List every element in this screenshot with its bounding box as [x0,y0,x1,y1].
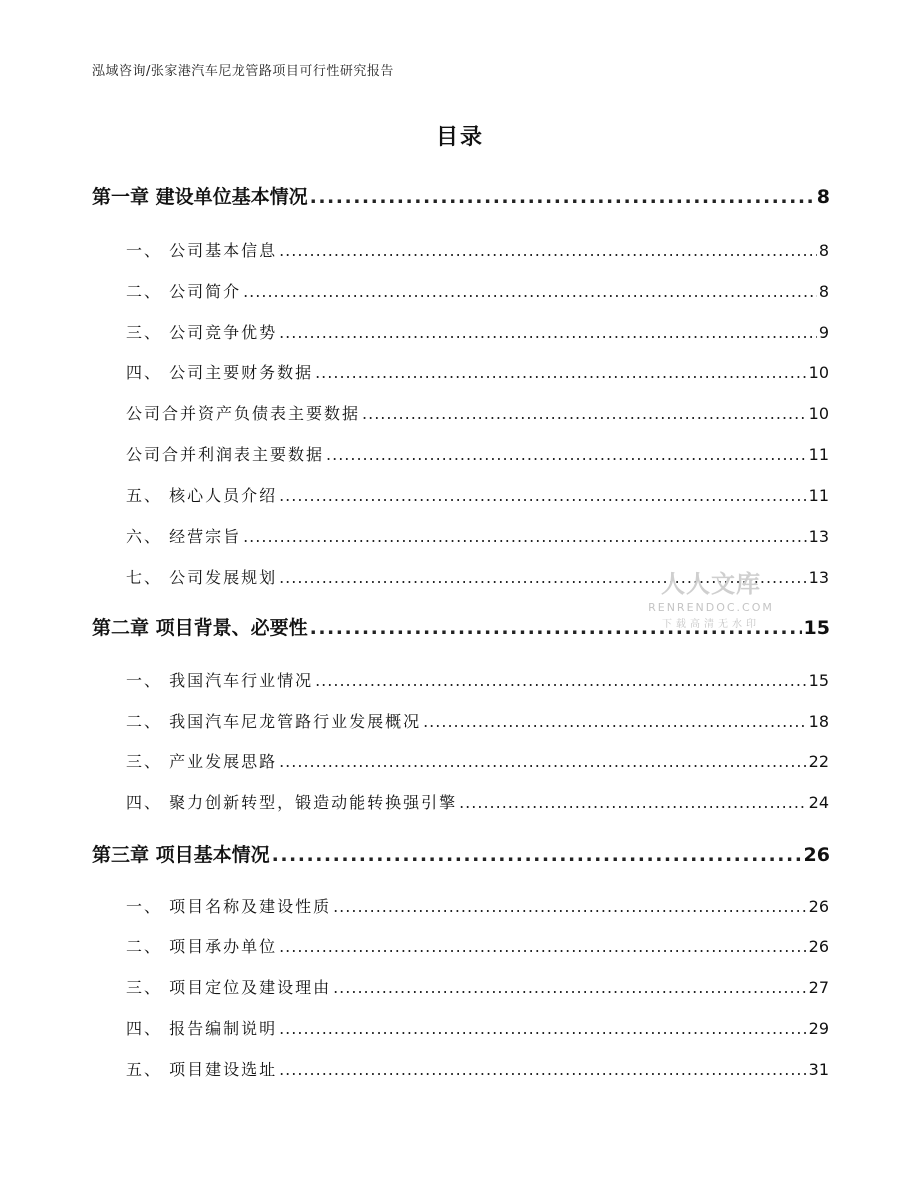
toc-page-number: 22 [808,752,829,771]
toc-chapter-3[interactable] [92,840,830,867]
toc-item-label: 六、 经营宗旨 [126,527,242,546]
toc-item-label: 四、 聚力创新转型，锻造动能转换强引擎 [126,793,458,812]
toc-leader-dots [315,363,807,382]
toc-item-label: 公司合并利润表主要数据 [126,445,325,464]
toc-leader-dots [243,527,807,546]
toc-page-number: 8 [818,241,829,260]
toc-leader-dots [279,937,807,956]
toc-item-label: 一、 公司基本信息 [126,241,278,260]
toc-page-number: 24 [808,793,829,812]
toc-chapter-label: 第一章 建设单位基本情况 [92,186,308,208]
toc-item[interactable] [126,934,829,957]
toc-leader-dots [326,445,807,464]
toc-leader-dots [315,671,807,690]
toc-item[interactable] [126,360,829,383]
toc-leader-dots [279,241,817,260]
toc-item-label: 五、 项目建设选址 [126,1060,278,1079]
toc-page-number: 8 [816,186,830,208]
toc-title: 目录 [435,125,484,150]
toc-leader-dots [279,1060,807,1079]
toc-item[interactable] [126,975,829,998]
watermark-subtitle: 下载高清无水印 [662,619,760,630]
toc-item-label: 三、 产业发展思路 [126,752,278,771]
watermark-logo-text: 人人文库 [661,570,761,598]
toc-item[interactable] [126,1016,829,1039]
toc-page-number: 8 [818,282,829,301]
toc-leader-dots [279,486,807,505]
toc-page-number: 13 [808,568,829,587]
toc-item[interactable] [126,320,829,343]
toc-leader-dots [362,404,807,423]
toc-page-number: 18 [808,712,829,731]
toc-page-number: 15 [803,617,830,639]
toc-item-label: 三、 公司竞争优势 [126,323,278,342]
toc-item[interactable] [126,668,829,691]
toc-item-label: 二、 公司简介 [126,282,242,301]
toc-chapter-label: 第三章 项目基本情况 [92,844,270,866]
toc-page-number: 13 [808,527,829,546]
toc-item-label: 四、 公司主要财务数据 [126,363,314,382]
toc-leader-dots [279,323,817,342]
toc-item[interactable] [126,1057,829,1080]
toc-leader-dots [279,752,807,771]
toc-leader-dots [310,186,815,208]
toc-page-number: 31 [808,1060,829,1079]
toc-leader-dots [333,978,807,997]
toc-chapter-1[interactable] [92,182,830,209]
toc-page-number: 27 [808,978,829,997]
toc-item[interactable] [126,790,829,813]
toc-item[interactable] [126,709,829,732]
toc-item[interactable] [126,442,829,465]
toc-item-label: 五、 核心人员介绍 [126,486,278,505]
toc-item-label: 二、 我国汽车尼龙管路行业发展概况 [126,712,422,731]
toc-item[interactable] [126,749,829,772]
toc-page-number: 11 [808,445,829,464]
toc-item-label: 一、 我国汽车行业情况 [126,671,314,690]
toc-page-number: 26 [808,897,829,916]
toc-page-number: 9 [818,323,829,342]
toc-item[interactable] [126,483,829,506]
toc-item[interactable] [126,401,829,424]
toc-chapter-label: 第二章 项目背景、必要性 [92,617,308,639]
toc-leader-dots [279,1019,807,1038]
toc-page-number: 11 [808,486,829,505]
toc-page-number: 29 [808,1019,829,1038]
toc-page-number: 26 [803,844,830,866]
toc-item[interactable] [126,894,829,917]
toc-leader-dots [423,712,807,731]
toc-item-label: 一、 项目名称及建设性质 [126,897,332,916]
toc-item[interactable] [126,279,829,302]
toc-leader-dots [333,897,807,916]
toc-leader-dots [243,282,817,301]
toc-item-label: 二、 项目承办单位 [126,937,278,956]
toc-item-label: 三、 项目定位及建设理由 [126,978,332,997]
toc-page-number: 26 [808,937,829,956]
page-header: 泓域咨询/张家港汽车尼龙管路项目可行性研究报告 [92,64,394,79]
toc-leader-dots [459,793,807,812]
toc-page-number: 15 [808,671,829,690]
watermark-url: RENRENDOC.COM [648,601,774,614]
toc-page-number: 10 [808,404,829,423]
toc-item[interactable] [126,524,829,547]
watermark [646,564,776,630]
toc-item[interactable] [126,238,829,261]
toc-item-label: 七、 公司发展规划 [126,568,278,587]
toc-item-label: 四、 报告编制说明 [126,1019,278,1038]
toc-item-label: 公司合并资产负债表主要数据 [126,404,361,423]
toc-page-number: 10 [808,363,829,382]
toc-leader-dots [272,844,802,866]
